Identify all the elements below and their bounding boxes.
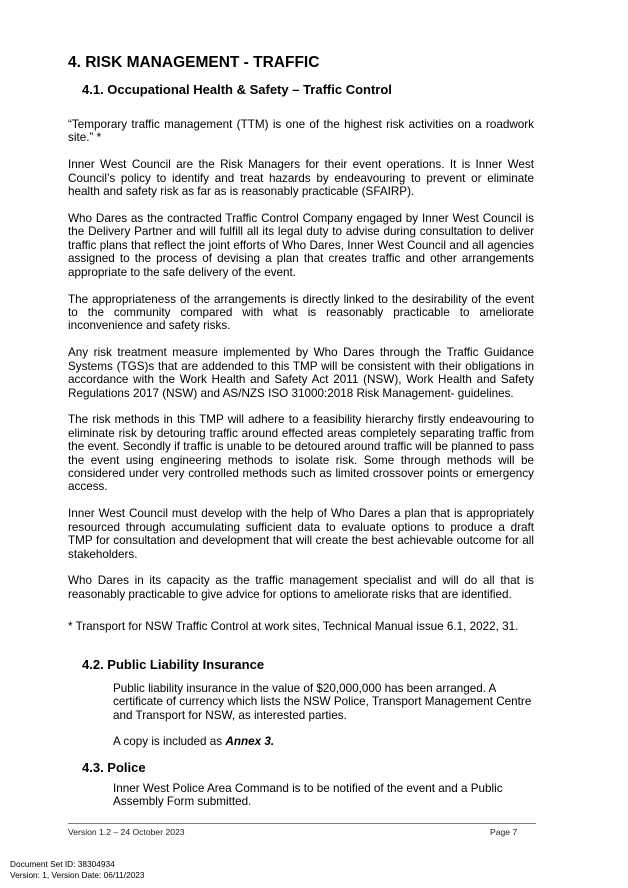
police-text: Inner West Police Area Command is to be notified of the event and a Public Assembly Form submitted. (113, 782, 503, 809)
paragraph: The risk methods in this TMP will adhere to a feasibility hierarchy firstly endeavouring to eliminate risk by detouring traffic around effected areas completely separating traffic from the event. Secondly if traffic is unable to be detoured around traffic will be planned to pass the event using engineering methods to isolate risk. Some through methods will be considered under very controlled methods such as limited crossover points or emergency access. (68, 413, 534, 494)
footer-version: Version 1.2 – 24 October 2023 (68, 827, 185, 837)
public-liability-text: Public liability insurance in the value of $20,000,000 has been arranged. A certificate of currency which lists the NSW Police, Transport Management Centre and Transport for NSW, as interested parties. (113, 682, 532, 722)
paragraph: Any risk treatment measure implemented by Who Dares through the Traffic Guidance Systems (TGS)s that are addended to this TMP will be consistent with their obligations in accordance with the Work Health and Safety Act 2011 (NSW), Work Health and Safety Regulations 2017 (NSW) and AS/NZS ISO 31000:2018 Risk Management- guidelines. (68, 346, 534, 400)
subsection-heading-police: 4.3. Police (82, 760, 146, 775)
annex-link: Annex 3. (225, 735, 275, 748)
annex-prefix: A copy is included as (113, 735, 226, 748)
section-heading-risk-management: 4. RISK MANAGEMENT - TRAFFIC (68, 54, 320, 71)
paragraph: Inner West Council are the Risk Managers for their event operations. It is Inner West Council’s policy to identify and treat hazards by endeavouring to prevent or eliminate health and safety risk as far as is reasonably practicable (SFAIRP). (68, 158, 534, 199)
ohs-body-text (68, 118, 534, 615)
subsection-heading-ohs-traffic-control: 4.1. Occupational Health & Safety – Traffic Control (82, 82, 392, 97)
paragraph: The appropriateness of the arrangements is directly linked to the desirability of the event to the community compared with what is reasonably practicable to ameliorate inconvenience and safety risks. (68, 292, 534, 333)
paragraph: Inner West Council must develop with the help of Who Dares a plan that is appropriately resourced through accumulating sufficient data to evaluate options to produce a draft TMP for consultation and development that will create the best achievable outcome for all stakeholders. (68, 507, 534, 561)
document-set-id: Document Set ID: 38304934 (10, 859, 115, 869)
paragraph: Who Dares in its capacity as the traffic management specialist and will do all that is reasonably practicable to give advice for options to ameliorate risks that are identified. (68, 574, 534, 601)
annex-reference (113, 735, 533, 748)
footer-divider (68, 823, 536, 824)
subsection-heading-public-liability: 4.2. Public Liability Insurance (82, 657, 265, 672)
paragraph: Who Dares as the contracted Traffic Control Company engaged by Inner West Council is the Delivery Partner and will fulfill all its legal duty to advise during consultation to deliver traffic plans that reflect the joint efforts of Who Dares, Inner West Council and all agencies assigned to the process of devising a plan that creates traffic and other arrangements appropriate to the safe delivery of the event. (68, 212, 534, 279)
footnote: * Transport for NSW Traffic Control at work sites, Technical Manual issue 6.1, 2022, 31. (68, 620, 519, 633)
paragraph: “Temporary traffic management (TTM) is one of the highest risk activities on a roadwork site.” * (68, 118, 534, 145)
footer-page-number: Page 7 (490, 827, 518, 837)
document-version-date: Version: 1, Version Date: 06/11/2023 (10, 870, 145, 880)
